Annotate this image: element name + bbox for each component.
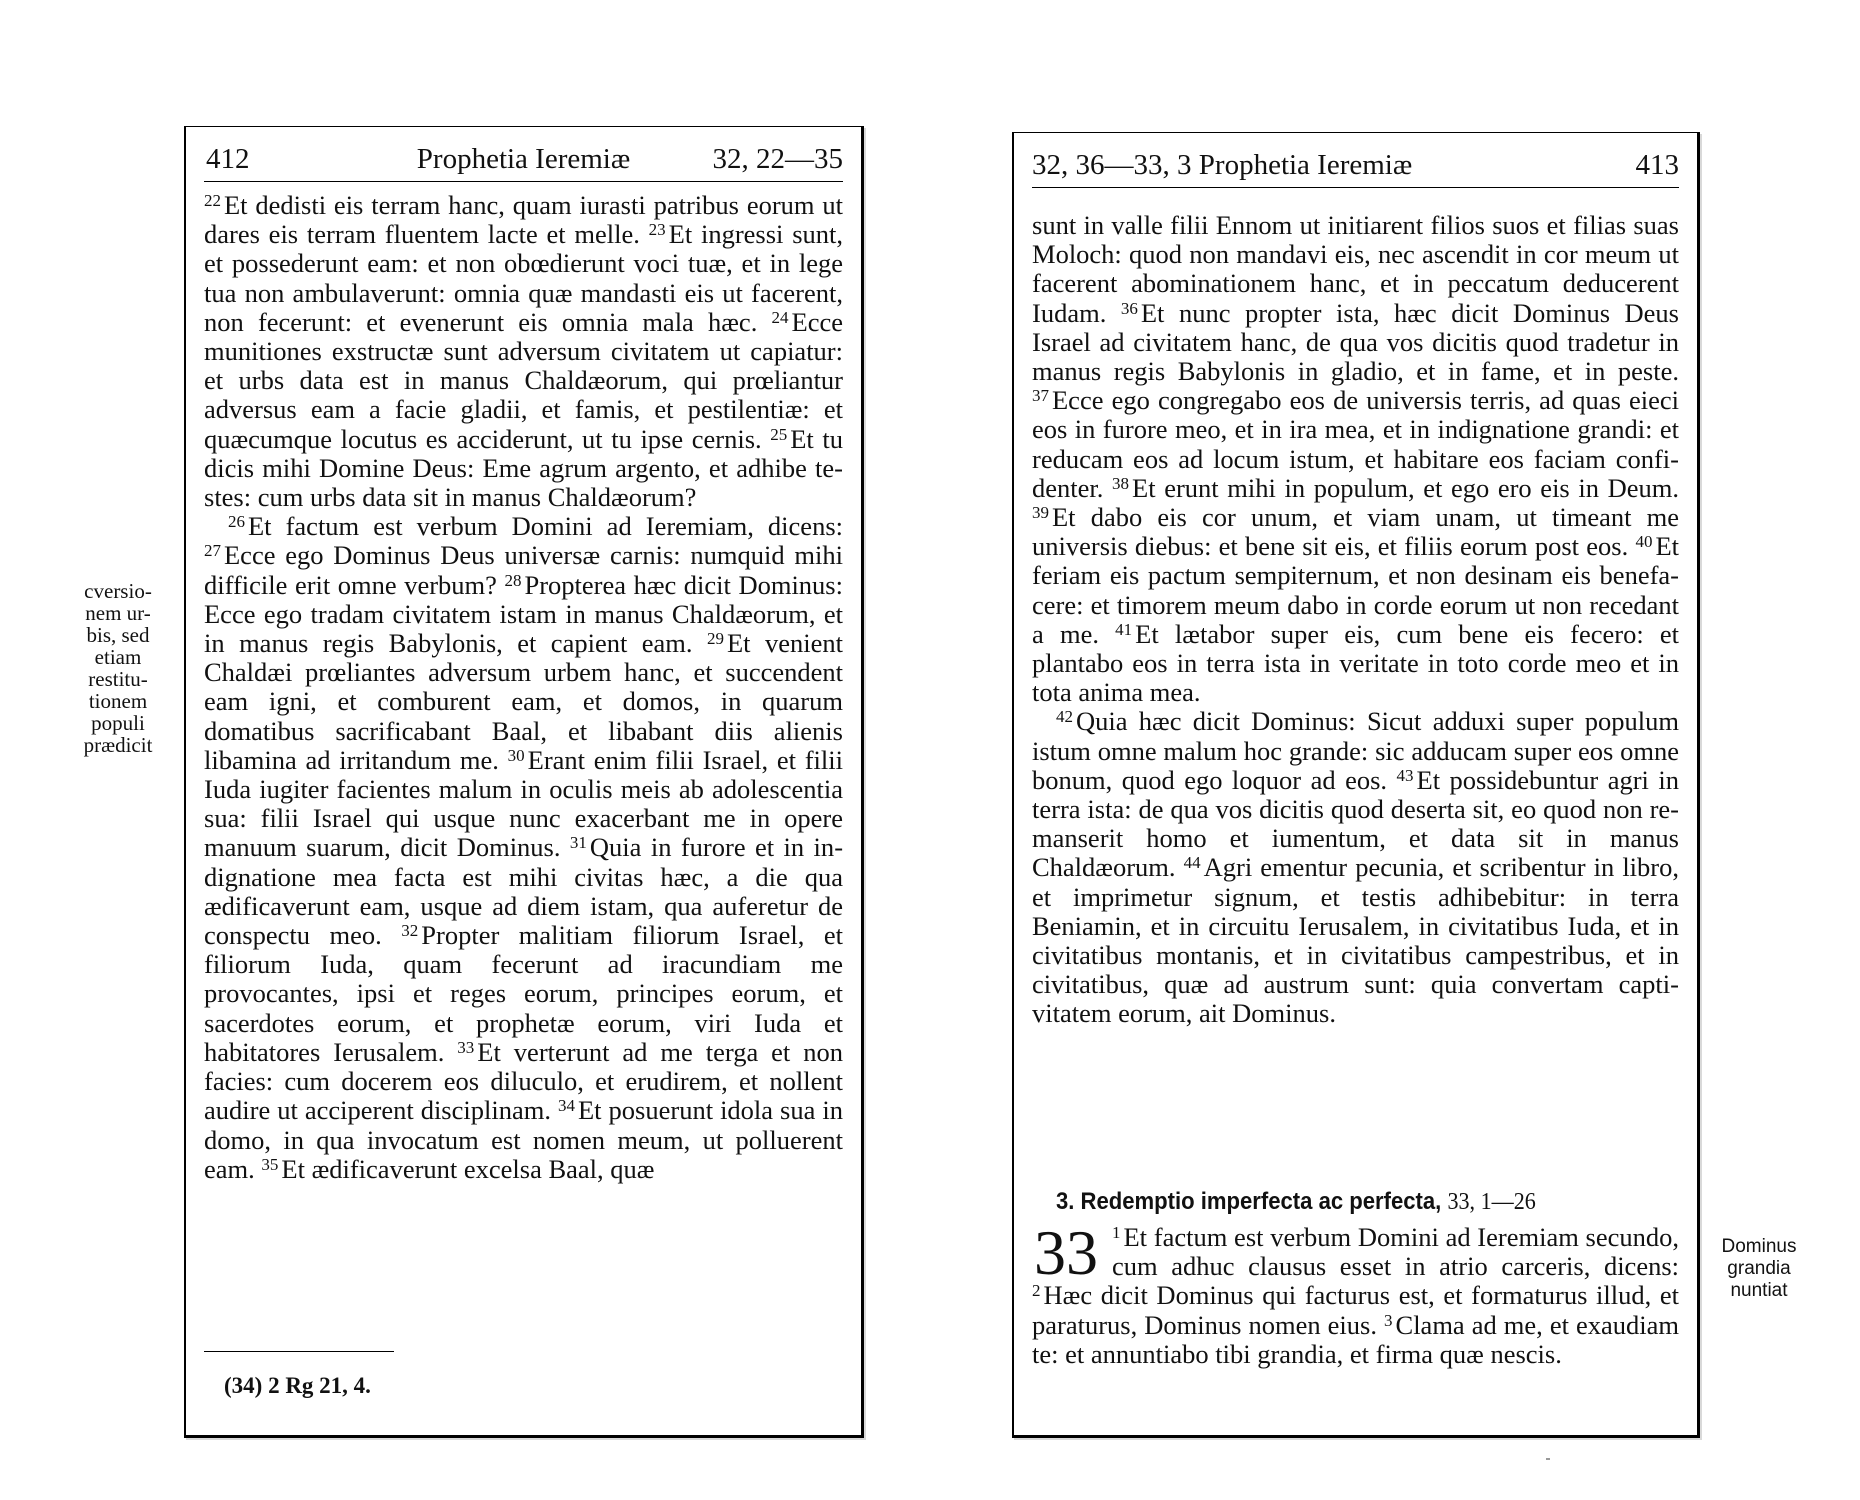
verse-text: Propterea hæc dicit Dominus: Ecce ego tradam civitatem istam in manus Chaldæorum, et in manus regis Babylonis, et capient eam.: [204, 569, 843, 659]
verse-number: 35: [261, 1154, 279, 1174]
margin-note-line: grandia: [1727, 1258, 1791, 1279]
verse-number: 44: [1183, 853, 1201, 873]
verse-text: Propter malitiam filiorum Israel, et filiorum Iuda, quam fecerunt ad iracundiam me provocantes, ipsi et reges eorum, principes eorum, et sacerdotes eorum, et prophetæ eorum, viri Iuda et habitatores Ierusalem.: [204, 920, 843, 1067]
verse-text: Et factum est verbum Domini ad Ieremiam secundo, cum adhuc clausus esset in atrio carceris, dicens:: [1112, 1222, 1679, 1282]
verse-text: Et dabo eis cor unum, et viam unam, ut timeant me universis diebus: et bene sit eis, et filiis eorum post eos.: [1032, 502, 1679, 562]
paragraph: [204, 191, 843, 512]
verse-number: 38: [1112, 473, 1130, 493]
verse-text: Clama ad me, et exaudiam te: et annuntiabo tibi grandia, et firma quæ nescis.: [1032, 1309, 1680, 1369]
section-heading-ref: 33, 1—26: [1447, 1189, 1536, 1215]
verse-text: Ecce munitiones exstructæ sunt adversum civitatem ut capiatur: et urbs data est in manus Chaldæorum, qui prœliantur adversus eam a facie gladii, et famis, et pestilentiæ: et quæcumque locutus es acciderunt, ut tu ipse cernis.: [204, 306, 843, 454]
verse-number: 33: [457, 1037, 475, 1057]
section-heading: [1056, 1187, 1618, 1217]
verse-text: Et lætabor super eis, cum bene eis fecero: et plantabo eos in terra ista in veritate in toto corde meo et in tota anima mea.: [1032, 618, 1679, 708]
verse-number: 25: [770, 424, 788, 444]
footnote: (34) 2 Rg 21, 4.: [224, 1373, 371, 1398]
print-speck: [1546, 1458, 1550, 1460]
margin-note-line: prædicit: [83, 733, 153, 757]
verse-number: 29: [706, 629, 724, 649]
verse-number: 39: [1032, 503, 1049, 523]
verse-text: Ecce ego Dominus Deus universæ carnis: numquid mihi difficile erit omne verbum?: [204, 540, 843, 600]
verse-text: Quia hæc dicit Dominus: Sicut adduxi super populum istum omne malum hoc grande: sic adducam super eos omne bonum, quod ego loquor ad eos.: [1032, 706, 1679, 795]
verse-text: Hæc dicit Dominus qui facturus est, et formaturus illud, et paraturus, Dominus nomen eius.: [1032, 1280, 1679, 1340]
right-verse-range: 32, 36—33, 3: [1032, 149, 1192, 181]
verse-text: Et tu dicis mihi Domine Deus: Eme agrum argento, et adhibe testes: cum urbs data sit in manus Chaldæorum?: [204, 423, 843, 513]
footnote-rule: [204, 1351, 394, 1352]
verse-text: Ecce ego congregabo eos de universis terris, ad quas eieci eos in furore meo, et in ira mea, et in indignatione grandi: et reducam eos ad locum istum, et habitare eos faciam confidenter.: [1032, 385, 1679, 503]
right-margin-note: [1706, 1236, 1812, 1302]
verse-text: Et factum est verbum Domini ad Ieremiam, dicens:: [248, 511, 843, 542]
verse-text: Et verterunt ad me terga et non facies: cum docerem eos diluculo, et erudirem, et nollent audire ut acciperent disciplinam.: [204, 1036, 843, 1126]
verse-text: Et venient Chaldæi prœliantes adversum urbem hanc, et succendent eam igni, et comburent eam, et domos, in quarum domatibus sacrificabant Baal, et libabant diis alienis libamina ad irritandum me.: [204, 628, 843, 775]
verse-number: 32: [401, 921, 419, 941]
verse-number: 36: [1120, 298, 1138, 318]
verse-number: 28: [504, 570, 522, 590]
verse-number: 34: [558, 1096, 575, 1116]
verse-number: 40: [1635, 532, 1653, 552]
right-running-head: [1032, 143, 1679, 188]
margin-note-line: tionem: [88, 689, 148, 713]
right-running-title: Prophetia Ieremiæ: [1198, 149, 1413, 181]
verse-number: 27: [204, 541, 221, 561]
verse-number: 37: [1032, 386, 1049, 406]
verse-text: Et ingressi sunt, et possederunt eam: et non obœdierunt voci tuæ, et in lege tua non ambulaverunt: omnia quæ mandasti eis ut facerent, non fecerunt: et evenerunt eis omnia mala hæc.: [204, 219, 843, 337]
chapter-33-text: [1032, 1217, 1680, 1423]
verse-number: 43: [1396, 765, 1414, 785]
margin-note-line: etiam: [94, 645, 142, 669]
verse-text: Erant enim filii Israel, et filii Iuda iugiter facientes malum in oculis meis ab adolescentia sua: filii Israel qui usque nunc exacerbant me in opere manuum suarum, dicit Dominus.: [204, 744, 843, 863]
verse-number: 22: [204, 191, 221, 210]
verse-text: Agri ementur pecunia, et scribentur in libro, et imprimetur signum, et testis adhibebitur: in terra Beniamin, et in circuitu Ierusalem, in civitatibus Iuda, et in civitatibus montanis, et in civitatibus campestribus, et in civitatibus, quæ ad austrum sunt: quia convertam captivitatem eorum, ait Dominus.: [1032, 852, 1679, 1029]
verse-number: 3: [1384, 1310, 1393, 1330]
paragraph: [1032, 211, 1679, 707]
paragraph: [204, 512, 843, 1184]
verse-text: sunt in valle filii Ennom ut initiarent filios suos et filias suas Moloch: quod non mandavi eis, nec ascendit in cor meum ut facerent abominationem hanc, et in peccatum deducerent Iudam.: [1032, 211, 1679, 328]
margin-note-line: populi: [91, 711, 145, 735]
right-page-text: [1032, 211, 1679, 1211]
left-page-text: [204, 191, 843, 1371]
verse-text: Et posuerunt idola sua in domo, in qua invocatum est nomen meum, ut polluerent eam.: [204, 1095, 843, 1184]
verse-text: Et ædificaverunt excelsa Baal, quæ: [281, 1153, 655, 1184]
verse-number: 42: [1056, 707, 1073, 727]
left-page: [184, 126, 864, 1438]
verse-text: Quia in furore et in indignatione mea facta est mihi civitas hæc, a die qua ædificaverunt eam, usque ad diem istam, qua auferetur de conspectu meo.: [204, 832, 843, 951]
right-page: [1012, 132, 1700, 1438]
margin-note-line: restitu-: [88, 667, 148, 691]
chapter-number: 33: [1034, 1217, 1098, 1288]
left-verse-range: 32, 22—35: [712, 143, 843, 175]
verse-number: 31: [569, 833, 587, 853]
margin-note-line: Dominus: [1721, 1236, 1797, 1257]
right-page-number: 413: [1635, 149, 1679, 181]
verse-text: Et nunc propter ista, hæc dicit Dominus Deus Israel ad civitatem hanc, de qua vos dicitis quod tradetur in manus regis Babylonis in gladio, et in fame, et in peste.: [1032, 297, 1679, 387]
margin-note-line: nuntiat: [1730, 1280, 1788, 1301]
left-page-number: 412: [206, 143, 250, 175]
left-running-title: Prophetia Ieremiæ: [416, 143, 631, 175]
verse-number: 24: [771, 307, 789, 327]
margin-note-line: cversio-: [84, 579, 152, 603]
verse-number: 41: [1115, 619, 1133, 639]
left-running-head: [204, 137, 843, 182]
margin-note-line: bis, sed: [86, 623, 150, 647]
verse-text: Et erunt mihi in populum, et ego ero eis in Deum.: [1132, 472, 1679, 503]
verse-number: 1: [1112, 1223, 1121, 1242]
verse-text: Et possidebuntur agri in terra ista: de qua vos dicitis quod deserta sit, eo quod non remanserit homo et iumentum, et data sit in manus Chaldæorum.: [1032, 764, 1679, 883]
left-margin-note: [68, 580, 168, 756]
verse-number: 26: [228, 512, 245, 532]
verse-number: 23: [648, 220, 666, 240]
section-heading-title: 3. Redemptio imperfecta ac perfecta,: [1056, 1188, 1442, 1215]
verse-number: 2: [1032, 1281, 1041, 1301]
paragraph: [1032, 707, 1679, 1028]
verse-number: 30: [507, 745, 525, 765]
margin-note-line: nem ur-: [85, 601, 151, 625]
verse-text: Et feriam eis pactum sempiternum, et non desinam eis benefacere: et timorem meum dabo in corde eorum ut non recedant a me.: [1032, 531, 1679, 649]
verse-text: Et dedisti eis terram hanc, quam iurasti patribus eorum ut dares eis terram fluentem lacte et melle.: [204, 191, 843, 250]
